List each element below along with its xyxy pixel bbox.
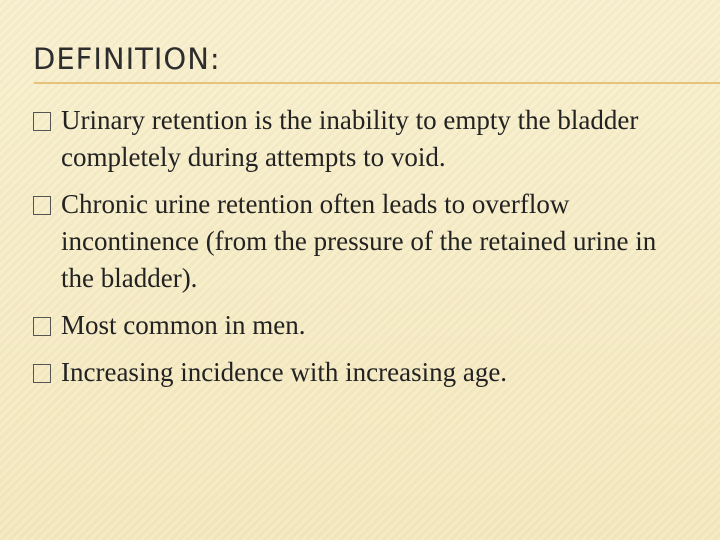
square-bullet-icon: [33, 317, 51, 336]
list-item: [33, 354, 693, 391]
slide-title: DEFINITION:: [33, 42, 221, 76]
list-item: [33, 186, 693, 297]
square-bullet-icon: [33, 364, 51, 383]
bullet-text: Increasing incidence with increasing age.: [61, 357, 508, 387]
list-item: [33, 307, 693, 344]
square-bullet-icon: [33, 112, 51, 131]
bullet-text: Chronic urine retention often leads to overflow incontinence (from the pressure of the retained urine in the bladder).: [61, 189, 657, 293]
bullet-text: Most common in men.: [61, 310, 306, 340]
bullet-list: [33, 102, 693, 401]
title-divider: [34, 82, 720, 84]
square-bullet-icon: [33, 196, 51, 215]
list-item: [33, 102, 693, 176]
bullet-text: Urinary retention is the inability to empty the bladder completely during attempts to void.: [61, 105, 639, 172]
